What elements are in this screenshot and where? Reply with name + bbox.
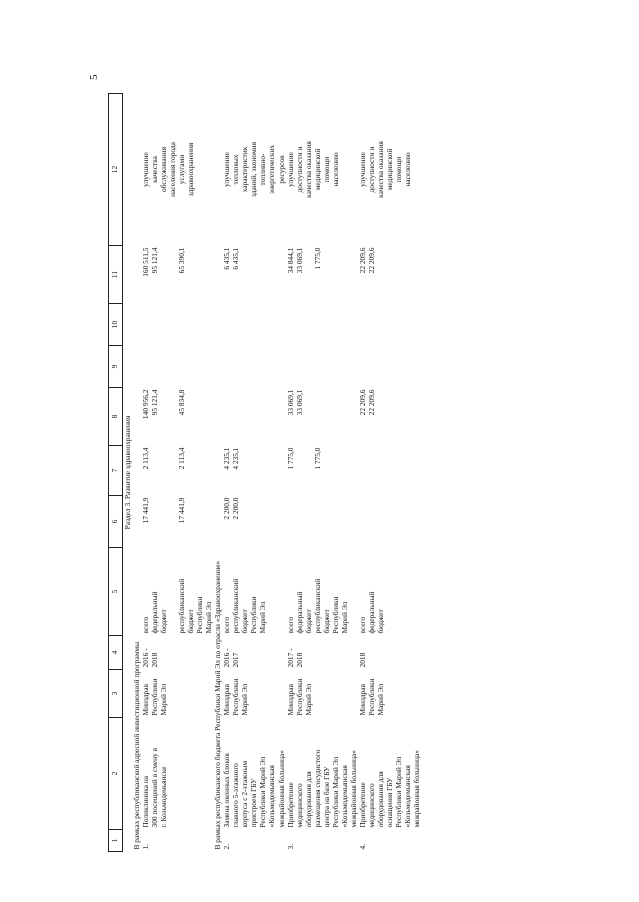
expected-result-line: медицинской: [384, 148, 394, 191]
column-number-4: 4: [109, 636, 123, 670]
funding-source-line: бюджет: [321, 609, 331, 634]
amount-col-7: [358, 446, 421, 496]
funding-source-line: всего: [141, 616, 151, 634]
column-number-3: 3: [109, 670, 123, 718]
amount-col-10: [358, 304, 421, 346]
table-row: [286, 94, 358, 852]
column-number-1: 1: [109, 830, 123, 852]
customer-line: Минздрав: [141, 684, 151, 716]
object-name-line: Республики Марий Эл: [258, 756, 268, 828]
period-line: 2017 -: [285, 648, 295, 668]
customer-line: Республики: [150, 678, 160, 716]
amount-col-8: [141, 388, 213, 446]
amount-col-6-line: [159, 498, 168, 546]
customer: [286, 670, 358, 718]
customer-line: Марий Эл: [375, 683, 385, 716]
expected-result-line: улучшение: [285, 152, 295, 187]
amount-col-7: [141, 446, 213, 496]
customer-line: Минздрав: [222, 684, 232, 716]
funding-source-line: республиканский: [312, 578, 322, 634]
amount-col-7-line: [159, 448, 168, 494]
object-name-line: оборудования для: [303, 771, 313, 828]
object-name-line: Республики Марий Эл: [393, 756, 403, 828]
group-title-republic-budget: В рамках республиканского бюджета Республики Марий Эл по отрасли «Здравоохранение»: [213, 560, 223, 850]
amount-col-11-line: 160 511,5: [141, 247, 151, 277]
table-row: [358, 94, 421, 852]
funding-source: [358, 548, 421, 636]
expected-result-line: населению: [330, 152, 340, 187]
period-line: 2018: [357, 652, 367, 668]
object-name-line: межрайонная больница»: [348, 750, 358, 828]
expected-result-line: характеристик: [240, 146, 250, 193]
funding-source-line: Республики: [330, 596, 340, 634]
landscape-sheet: [108, 94, 564, 852]
column-number-2: 2: [109, 718, 123, 830]
object-name-line: межрайонная больница»: [276, 750, 286, 828]
amount-col-11-line: 65 390,1: [177, 247, 187, 274]
expected-result: [222, 94, 285, 246]
expected-result-line: топливно-: [258, 153, 268, 186]
row-number: 3.: [285, 843, 295, 850]
amount-col-10: [141, 304, 213, 346]
customer-line: Республики: [294, 678, 304, 716]
expected-result-line: помощи: [321, 156, 331, 183]
funding-source-line: бюджет: [186, 609, 196, 634]
amount-col-6-line: 17 441,9: [141, 497, 151, 524]
amount-col-7-line: [168, 448, 177, 494]
amount-col-7-line: [304, 448, 313, 494]
funding-source-line: бюджет: [159, 609, 169, 634]
object-name-line: г. Козьмодемьянске: [159, 766, 169, 828]
period-line: 2016 -: [222, 648, 232, 668]
expected-result-line: услугами: [177, 154, 187, 185]
object-name-line: корпуса с 2-этажным: [240, 760, 250, 828]
amount-col-11-line: 22 209,6: [357, 247, 367, 274]
object-name: [286, 718, 358, 830]
column-number-7: 7: [109, 446, 123, 496]
expected-result-line: улучшение: [357, 152, 367, 187]
amount-col-11: [358, 246, 421, 304]
expected-result: [286, 94, 358, 246]
object-name-line: медицинского: [294, 783, 304, 828]
expected-result-line: ресурсов: [276, 155, 286, 184]
customer-line: Минздрав: [285, 684, 295, 716]
column-number-5: 5: [109, 548, 123, 636]
customer-line: Марий Эл: [159, 683, 169, 716]
amount-col-11-line: 6 435,1: [231, 247, 241, 270]
object-name: [222, 718, 285, 830]
table-row: [141, 94, 213, 852]
funding-source-line: Марий Эл: [258, 601, 268, 634]
amount-col-9: [141, 346, 213, 388]
amount-col-6: [286, 496, 358, 548]
funding-source-line: всего: [222, 616, 232, 634]
amount-col-7-line: 4 235,1: [222, 447, 232, 470]
amount-col-9: [286, 346, 358, 388]
period: [358, 636, 421, 670]
funding-source-line: Марий Эл: [204, 601, 214, 634]
period-line: 2016 -: [141, 648, 151, 668]
object-name: [358, 718, 421, 830]
column-number-12: 12: [109, 94, 123, 246]
amount-col-6-line: [168, 498, 177, 546]
expected-result: [358, 94, 421, 246]
object-name-line: оснащения ГБУ: [384, 777, 394, 828]
row-number: 2.: [222, 843, 232, 850]
amount-col-9: [358, 346, 421, 388]
customer-line: Республики: [231, 678, 241, 716]
expected-result-line: улучшение: [141, 152, 151, 187]
row-number: 4.: [357, 843, 367, 850]
funding-source-line: бюджет: [240, 609, 250, 634]
period: [141, 636, 213, 670]
funding-source-line: бюджет: [303, 609, 313, 634]
expected-result-line: тепловых: [231, 154, 241, 185]
funding-source-line: республиканский: [231, 578, 241, 634]
column-number-8: 8: [109, 388, 123, 446]
expected-result-line: качества: [150, 156, 160, 183]
customer: [141, 670, 213, 718]
amount-col-11-line: [159, 248, 168, 302]
funding-source-line: Марий Эл: [339, 601, 349, 634]
object-name-line: размещения сосудистого: [312, 749, 322, 828]
amount-col-6: [358, 496, 421, 548]
amount-col-7-line: [150, 448, 159, 494]
expected-result-line: медицинской: [312, 148, 322, 191]
period-line: 2018: [294, 652, 304, 668]
object-name-line: Замена оконных блоков: [222, 753, 232, 828]
program-table: [108, 93, 421, 852]
funding-source-line: Республики: [195, 596, 205, 634]
funding-source: [222, 548, 285, 636]
amount-col-11: [222, 246, 285, 304]
expected-result: [141, 94, 213, 246]
amount-col-8-line: [159, 390, 168, 444]
amount-col-8-line: 33 069,1: [285, 389, 295, 416]
amount-col-11-line: 95 121,4: [150, 247, 160, 274]
object-name-line: медицинского: [366, 783, 376, 828]
expected-result-line: доступности и: [366, 146, 376, 193]
amount-col-6: [222, 496, 285, 548]
section-title: Раздел 3. Развитие здравоохранения: [123, 415, 132, 530]
amount-col-8-line: 140 956,2: [141, 389, 151, 420]
column-number-6: 6: [109, 496, 123, 548]
expected-result-line: населения города: [168, 142, 178, 197]
funding-source-line: федеральный: [366, 591, 376, 634]
object-name-line: пристроем ГБУ: [249, 778, 259, 828]
table-row: [222, 94, 285, 852]
object-name-line: 300 посещений в смену в: [150, 747, 160, 828]
period: [286, 636, 358, 670]
amount-col-6-line: [150, 498, 159, 546]
expected-result-line: здравоохранения: [186, 142, 196, 197]
amount-col-11-line: 34 844,1: [285, 247, 295, 274]
object-name-line: Республики Марий Эл: [330, 756, 340, 828]
amount-col-6-line: 2 200,0: [231, 497, 241, 520]
funding-source-line: республиканский: [177, 578, 187, 634]
row-number: 1.: [141, 843, 151, 850]
expected-result-line: зданий, экономия: [249, 142, 259, 198]
amount-col-11: [141, 246, 213, 304]
amount-col-8: [358, 388, 421, 446]
amount-col-11: [286, 246, 358, 304]
amount-col-8-line: [168, 390, 177, 444]
object-name-line: Поликлиника на: [141, 775, 151, 828]
amount-col-8: [286, 388, 358, 446]
funding-source-line: федеральный: [294, 591, 304, 634]
page-number: 5: [88, 74, 100, 80]
amount-col-8-line: 45 834,8: [177, 389, 187, 416]
amount-col-10: [286, 304, 358, 346]
column-number-11: 11: [109, 246, 123, 304]
amount-col-11-line: 33 069,1: [294, 247, 304, 274]
amount-col-6-line: 2 200,0: [222, 497, 232, 520]
object-name-line: Приобретение: [285, 782, 295, 828]
amount-col-7-line: 1 775,0: [312, 447, 322, 470]
period-line: 2017: [231, 652, 241, 668]
column-number-10: 10: [109, 304, 123, 346]
amount-col-7: [286, 446, 358, 496]
funding-source-line: Республики: [249, 596, 259, 634]
customer-line: Марий Эл: [240, 683, 250, 716]
object-name-line: «Козьмодемьянская: [339, 765, 349, 828]
amount-col-7-line: 2 113,4: [177, 447, 187, 470]
amount-col-7-line: 1 775,0: [285, 447, 295, 470]
funding-source-line: всего: [357, 616, 367, 634]
funding-source-line: федеральный: [150, 591, 160, 634]
amount-col-11-line: 6 435,1: [222, 247, 232, 270]
expected-result-line: энергетических: [267, 144, 277, 195]
object-name-line: Приобретение: [357, 782, 367, 828]
customer: [222, 670, 285, 718]
amount-col-6: [141, 496, 213, 548]
expected-result-line: качества оказания: [375, 141, 385, 198]
funding-source-line: всего: [285, 616, 295, 634]
amount-col-8-line: 33 069,1: [294, 389, 304, 416]
object-name-line: центра на базе ГБУ: [321, 766, 331, 828]
object-name-line: межрайонная больница»: [411, 750, 421, 828]
customer-line: Минздрав: [357, 684, 367, 716]
expected-result-line: обслуживания: [159, 146, 169, 193]
expected-result-line: доступности и: [294, 146, 304, 193]
amount-col-7: [222, 446, 285, 496]
customer-line: Марий Эл: [303, 683, 313, 716]
amount-col-9: [222, 346, 285, 388]
expected-result-line: улучшение: [222, 152, 232, 187]
amount-col-8: [222, 388, 285, 446]
expected-result-line: населению: [402, 152, 412, 187]
amount-col-11-line: 1 775,0: [312, 247, 322, 270]
amount-col-11-line: [304, 248, 313, 302]
amount-col-7-line: 4 235,1: [231, 447, 241, 470]
expected-result-line: помощи: [393, 156, 403, 183]
amount-col-8-line: 95 121,4: [150, 389, 160, 416]
amount-col-6-line: 17 441,9: [177, 497, 187, 524]
expected-result-line: качества оказания: [303, 141, 313, 198]
amount-col-11-line: 22 209,6: [366, 247, 376, 274]
amount-col-7-line: 2 113,4: [141, 447, 151, 470]
funding-source: [141, 548, 213, 636]
period: [222, 636, 285, 670]
amount-col-8-line: 22 209,6: [357, 389, 367, 416]
funding-source: [286, 548, 358, 636]
object-name-line: главного 5-этажного: [231, 763, 241, 828]
object-name-line: «Козьмодемьянская: [267, 765, 277, 828]
object-name: [141, 718, 213, 830]
object-name-line: оборудования для: [375, 771, 385, 828]
amount-col-7-line: [295, 448, 304, 494]
column-number-9: 9: [109, 346, 123, 388]
group-title-investment-program: В рамках республиканской адресной инвестиционной программы: [132, 641, 142, 850]
amount-col-10: [222, 304, 285, 346]
column-number-row: [109, 94, 123, 852]
funding-source-line: бюджет: [375, 609, 385, 634]
period-line: 2018: [150, 652, 160, 668]
amount-col-8-line: 22 209,6: [366, 389, 376, 416]
funding-source-line: [168, 550, 177, 634]
customer-line: Республики: [366, 678, 376, 716]
customer: [358, 670, 421, 718]
amount-col-11-line: [168, 248, 177, 302]
object-name-line: «Козьмодемьянская: [402, 765, 412, 828]
